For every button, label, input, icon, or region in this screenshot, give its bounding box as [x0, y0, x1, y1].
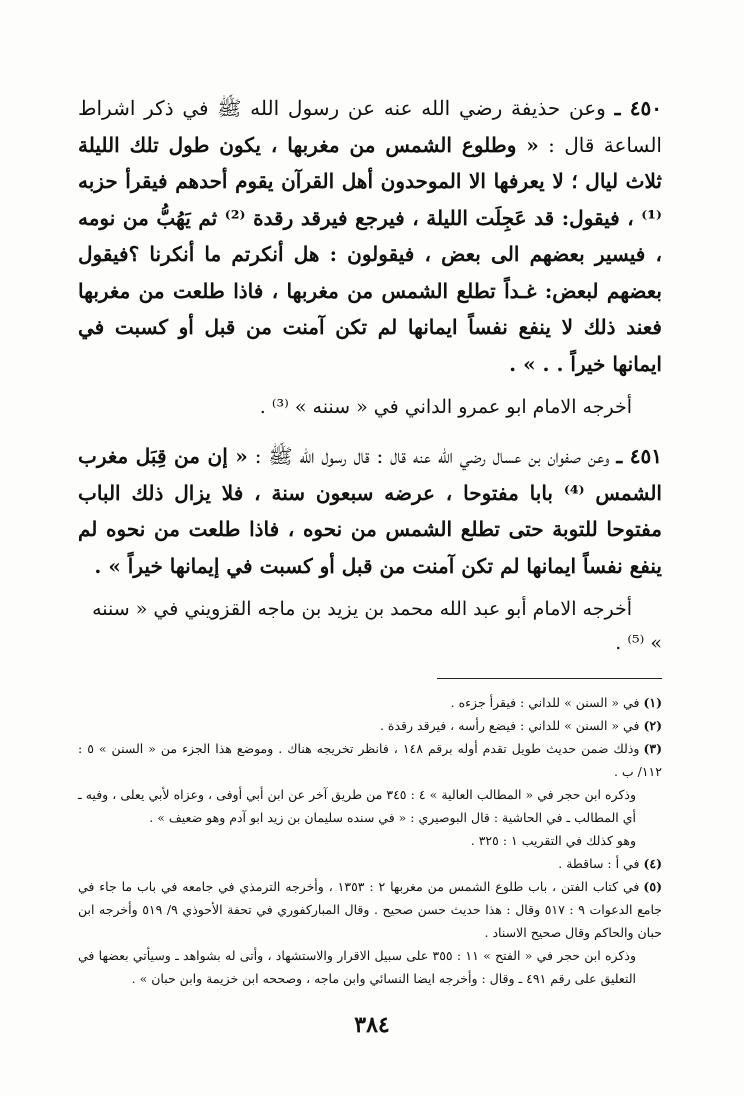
footnote-label: (١)	[643, 695, 662, 710]
footnote-text: في « السنن » للداني : فيضع رأسه ، فيرقد رقدة .	[379, 718, 640, 733]
footnote-text: وذكره ابن حجر في « المطالب العالية » ٤ : ٣٤٥ من طريق آخر عن ابن أبي أوفى ، وعزاه لأبي يعلى ، وفيه ـ أي المطالب ـ في الحاشية : قال البوصيري : « في سنده سليمان بن زيد ابو آدم وهو ضعيف » .	[78, 787, 636, 825]
footnote-text: في « السنن » للداني : فيقرأ جزءه .	[450, 695, 640, 710]
footnote-label: (٤)	[643, 856, 662, 871]
footnote-divider	[437, 678, 662, 679]
footnote-continuation	[78, 829, 662, 852]
hadith-text: « إن من قِبَل مغرب الشمس ⁽⁴⁾ بابا مفتوحا ، عرضه سبعون سنة ، فلا يزال ذلك الباب مفتوحا للتوبة حتى تطلع الشمس من نحوه ، فاذا طلعت من نحوه لم ينفع نفساً ايمانها لم تكن آمنت من قبل أو كسبت في إيمانها خيراً » .	[78, 444, 662, 578]
footnote-continuation	[78, 783, 662, 829]
footnote-text: وذلك ضمن حديث طويل تقدم أوله برقم ١٤٨ ، فانظر تخريجه هناك . وموضع هذا الجزء من « السنن » ٥ : ١١٢/ ب .	[78, 741, 662, 779]
hadith-number: ٤٥٠ ـ	[614, 96, 662, 120]
hadith-number: ٤٥١ ـ	[616, 444, 663, 468]
hadith-text: « وطلوع الشمس من مغربها ، يكون طول تلك الليلة ثلاث ليال ؛ لا يعرفها الا الموحدون أهل القرآن يقوم أحدهم فيقرأ حزبه ⁽¹⁾ ، فيقول: قد عَجِلَت الليلة ، فيرجع فيرقد رقدة ⁽²⁾ ثم يَهُبُّ من نومه ، فيسير بعضهم الى بعض ، فيقولون : هل أنكرتم ما أنكرنا ؟فيقول بعضهم لبعض: غـداً تطلع الشمس من مغربها ، فاذا طلعت من مغربها فعند ذلك لا ينفع نفساً ايمانها لم تكن آمنت من قبل أو كسبت في ايمانها خيراً . . » .	[78, 132, 663, 376]
footnote-label: (٣)	[643, 741, 662, 756]
footnote	[78, 875, 662, 944]
hadith-intro: وعن حذيفة رضي الله عنه عن رسول الله ﷺ في ذكر اشراط الساعة قال :	[78, 96, 662, 157]
hadith-450	[78, 90, 662, 382]
footnote-text: في كتاب الفتن ، باب طلوع الشمس من مغربها ٢ : ١٣٥٣ ، وأخرجه الترمذي في جامعه في باب ما جاء في جامع الدعوات ٩ : ٥١٧ وقال : هذا حديث حسن صحيح . وقال المباركفوري في تحفة الأحوذي ٩/ ٥١٩ وأخرجه ابن حبان والحاكم وقال صحيح الاسناد .	[78, 879, 662, 940]
footnote-text: في أ : ساقطة .	[558, 856, 640, 871]
hadith-451	[78, 438, 662, 584]
footnote-label: (٥)	[643, 879, 662, 894]
hadith-intro: وعن صفوان بن عسال رضي الله عنه قال : قال رسول الله ﷺ :	[254, 444, 610, 468]
footnote	[78, 691, 662, 714]
footnote	[78, 737, 662, 783]
footnote-text: وذكره ابن حجر في « الفتح » ١١ : ٣٥٥ على سبيل الاقرار والاستشهاد ، وأتى له بشواهد ـ وسيأتي بعضها في التعليق على رقم ٤٩١ ـ وقال : وأخرجه ايضا النسائي وابن ماجه ، وصححه ابن خزيمة وابن حبان » .	[78, 948, 636, 986]
footnote-label: (٢)	[643, 718, 662, 733]
hadith-source: أخرجه الامام ابو عمرو الداني في « سننه » ⁽³⁾ .	[259, 396, 632, 418]
footnote-text: وهو كذلك في التقريب ١ : ٣٢٥ .	[470, 833, 636, 848]
hadith-source: أخرجه الامام أبو عبد الله محمد بن يزيد بن ماجه القزويني في « سننه » ⁽⁵⁾ .	[92, 598, 662, 654]
footnotes	[78, 691, 662, 990]
footnote	[78, 852, 662, 875]
footnote-continuation	[78, 944, 662, 990]
footnote	[78, 714, 662, 737]
page-number: ٣٨٤	[354, 1012, 390, 1038]
